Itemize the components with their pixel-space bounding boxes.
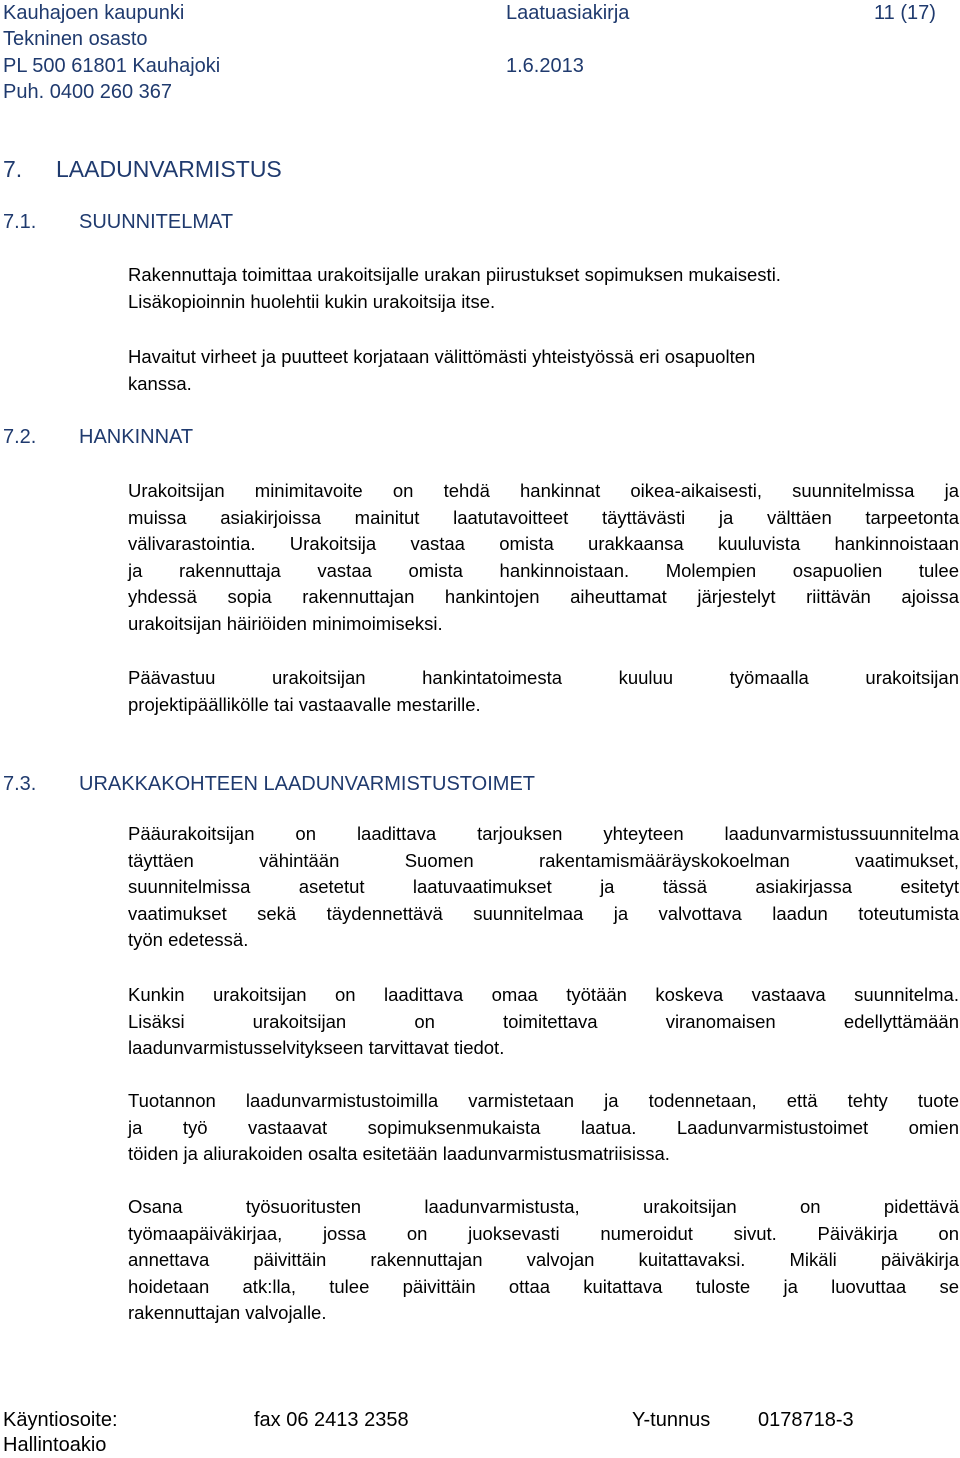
section-7-1-title: SUUNNITELMAT [79,211,234,233]
text-line: kanssa. [128,372,192,394]
text-line: ja rakennuttaja vastaa omista hankinnoistaan. Molempien osapuolien tulee [128,559,959,581]
text-line: laadunvarmistusselvitykseen tarvittavat tiedot. [128,1037,505,1059]
section-7-3-paragraph-4 [128,1194,959,1327]
header-date: 1.6.2013 [506,55,584,77]
section-7-2-paragraph-1 [128,478,959,638]
text-line: Pääurakoitsijan on laadittava tarjouksen yhteyteen laadunvarmistussuunnitelma [128,823,959,844]
footer-ytunnus: 0178718-3 [758,1409,854,1431]
section-7-3-paragraph-2 [128,982,959,1062]
header-doc-title: Laatuasiakirja [506,2,630,24]
text-line: annettava päivittäin rakennuttajan valvojan kuitattavaksi. Mikäli päiväkirja [128,1249,959,1271]
text-line: Lisäksi urakoitsijan on toimitettava viranomaisen edellyttämään [128,1010,959,1032]
text-line: hoidetaan atk:lla, tulee päivittäin ottaa kuitattava tuloste ja luovuttaa se [128,1275,959,1297]
text-line: Kunkin urakoitsijan on laadittava omaa työtään koskeva vastaava suunnitelma. [128,984,959,1005]
text-line: töiden ja aliurakoiden osalta esitetään laadunvarmistusmatriisissa. [128,1143,670,1165]
header-phone: Puh. 0400 260 367 [3,81,173,103]
section-7-2-number: 7.2. [3,426,37,448]
text-line: Havaitut virheet ja puutteet korjataan välittömästi yhteistyössä eri osapuolten [128,346,756,367]
footer-fax: fax 06 2413 2358 [254,1409,409,1431]
section-7-3-paragraph-3 [128,1088,959,1168]
text-line: vaatimukset sekä täydennettävä suunnitelmaa ja valvottava laadun toteutumista [128,902,959,924]
text-line: työmaapäiväkirjaa, jossa on juoksevasti numeroidut sivut. Päiväkirja on [128,1222,959,1244]
footer-visit-label: Käyntiosoite: [3,1409,118,1431]
text-line: urakoitsijan häiriöiden minimoimiseksi. [128,612,443,634]
footer-ytunnus-label: Y-tunnus [632,1409,711,1431]
header-org: Kauhajoen kaupunki [3,2,185,24]
section-7-title: LAADUNVARMISTUS [56,156,282,182]
section-7-number: 7. [3,156,23,182]
section-7-3-paragraph-1 [128,821,959,954]
section-7-1-paragraph-1 [128,262,959,315]
section-7-3-title: URAKKAKOHTEEN LAADUNVARMISTUSTOIMET [79,773,535,795]
text-line: Urakoitsijan minimitavoite on tehdä hankinnat oikea-aikaisesti, suunnitelmissa ja [128,480,959,501]
section-7-2-paragraph-2 [128,665,959,718]
text-line: työn edetessä. [128,929,249,951]
section-7-1-paragraph-2 [128,344,959,397]
header-address: PL 500 61801 Kauhajoki [3,55,221,77]
text-line: muissa asiakirjoissa mainitut laatutavoitteet täyttävästi ja välttäen tarpeetonta [128,506,959,528]
text-line: suunnitelmissa asetetut laatuvaatimukset ja tässä asiakirjassa esitetyt [128,876,959,898]
header-dept: Tekninen osasto [3,28,148,50]
text-line: välivarastointia. Urakoitsija vastaa omista urakkaansa kuuluvista hankinnoistaan [128,533,959,555]
section-7-3-number: 7.3. [3,773,37,795]
text-line: rakennuttajan valvojalle. [128,1302,327,1324]
text-line: projektipäällikölle tai vastaavalle mestarille. [128,693,481,715]
text-line: Lisäkopioinnin huolehtii kukin urakoitsija itse. [128,290,496,312]
text-line: Päävastuu urakoitsijan hankintatoimesta kuuluu työmaalla urakoitsijan [128,667,959,688]
section-7-2-title: HANKINNAT [79,426,194,448]
text-line: ja työ vastaavat sopimuksenmukaista laatua. Laadunvarmistustoimet omien [128,1116,959,1138]
text-line: täyttäen vähintään Suomen rakentamismääräyskokoelman vaatimukset, [128,849,959,871]
text-line: Tuotannon laadunvarmistustoimilla varmistetaan ja todennetaan, että tehty tuote [128,1090,959,1111]
text-line: Rakennuttaja toimittaa urakoitsijalle urakan piirustukset sopimuksen mukaisesti. [128,264,781,285]
header-page-number: 11 (17) [874,2,936,24]
footer-office: Hallintoakio [3,1434,107,1456]
text-line: yhdessä sopia rakennuttajan hankintojen aiheuttamat järjestelyt riittävän ajoissa [128,586,959,608]
section-7-1-number: 7.1. [3,211,37,233]
text-line: Osana työsuoritusten laadunvarmistusta, urakoitsijan on pidettävä [128,1196,959,1217]
